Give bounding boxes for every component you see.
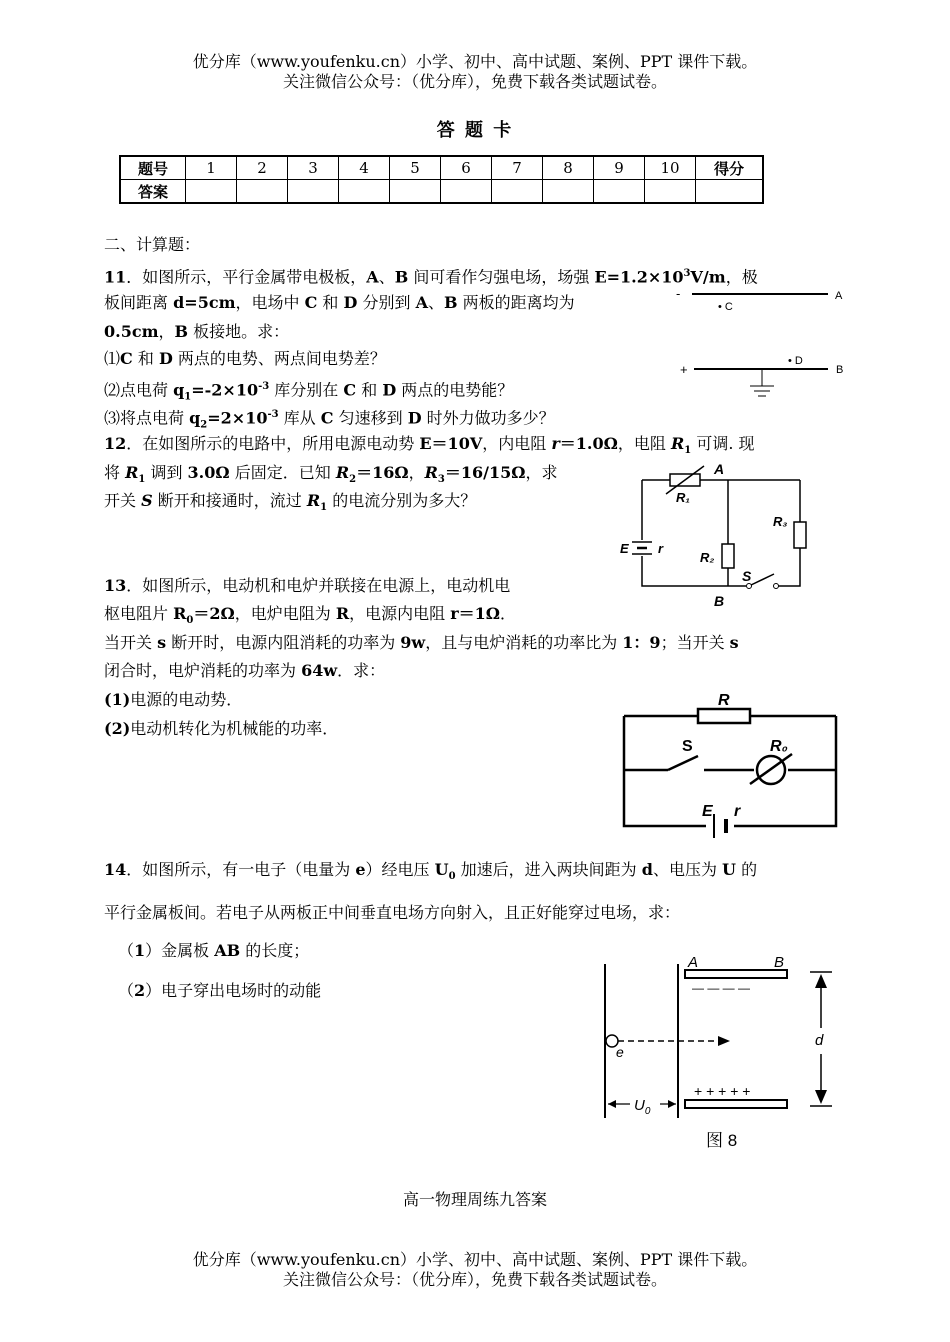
q13-text: ，且与电炉消耗的功率比为 bbox=[425, 633, 623, 652]
q11-text: B bbox=[174, 322, 189, 341]
battery-icon bbox=[714, 814, 726, 838]
q11-text: ⑵点电荷 bbox=[104, 380, 174, 400]
q14-text: AB bbox=[214, 941, 241, 960]
q13-text: 枢电阻片 bbox=[104, 604, 174, 623]
q12-fig-s: S bbox=[742, 568, 752, 584]
q11-fig-point-d: • D bbox=[788, 355, 803, 367]
q11-text: 、 bbox=[378, 267, 395, 287]
q13-fig-s: S bbox=[682, 738, 693, 755]
q14-fig-plus-signs: + + + + + bbox=[694, 1083, 751, 1099]
q11-text: =2×10 bbox=[207, 408, 268, 428]
q13-text: 0 bbox=[186, 615, 194, 627]
q14-text: d bbox=[641, 860, 653, 879]
q11-text: d=5cm bbox=[173, 293, 236, 312]
q14-text: 1 bbox=[134, 941, 146, 960]
q14-fig-e: e bbox=[616, 1044, 624, 1060]
switch-icon bbox=[668, 756, 698, 770]
q12-text: ．在如图所示的电路中，所用电源电动势 bbox=[126, 434, 420, 453]
q11-text: 时外力做功多少？ bbox=[421, 408, 555, 428]
q11-text: 3 bbox=[683, 268, 691, 279]
q11-fig-label-b: B bbox=[836, 364, 844, 376]
q11-text: 和 bbox=[317, 293, 344, 312]
q11-text: -3 bbox=[258, 381, 270, 392]
q14-text: 的 bbox=[735, 860, 758, 879]
q12-text: ＝16/15Ω bbox=[444, 463, 526, 482]
q14-fig-d: d bbox=[815, 1032, 824, 1049]
q13-text: ，电炉电阻为 bbox=[234, 604, 336, 623]
q14-text: 2 bbox=[134, 981, 146, 1000]
q13-line-1 bbox=[104, 576, 510, 596]
q12-text: 1 bbox=[684, 445, 692, 457]
q11-text: q bbox=[173, 380, 185, 400]
q11-text: C bbox=[343, 380, 357, 400]
q14-text: （ bbox=[118, 941, 135, 960]
q12-text: ， bbox=[408, 463, 425, 482]
q11-number: 11 bbox=[104, 267, 127, 287]
q11-text: 和 bbox=[132, 349, 159, 368]
q11-text: 0.5cm bbox=[104, 322, 159, 341]
electron-arrow bbox=[718, 1036, 730, 1046]
q13-text: s bbox=[157, 633, 167, 652]
plate-a bbox=[685, 970, 787, 978]
q11-line-1 bbox=[104, 264, 758, 287]
q12-text: ＝16Ω bbox=[356, 463, 409, 482]
q12-text: S bbox=[141, 491, 153, 510]
q13-fig-r0: R₀ bbox=[770, 738, 788, 755]
q13-text: R bbox=[173, 604, 187, 623]
q11-text: 匀速移到 bbox=[333, 408, 408, 428]
q12-text: 的电流分别为多大？ bbox=[327, 491, 477, 510]
answer-card-title: 答 题 卡 bbox=[436, 120, 514, 141]
q14-part-1 bbox=[118, 941, 309, 961]
q11-text: D bbox=[382, 380, 397, 400]
q12-fig-a: A bbox=[714, 461, 725, 477]
q14-fig-minus-signs: — — — — bbox=[692, 981, 751, 995]
answer-cell[interactable] bbox=[645, 180, 696, 204]
q14-fig-u0 bbox=[634, 1097, 651, 1117]
q13-text: ．求： bbox=[337, 661, 386, 680]
card-number: 5 bbox=[390, 156, 441, 180]
q12-text: 断开和接通时，流过 bbox=[152, 491, 307, 510]
q14-text: ）经电压 bbox=[365, 860, 435, 879]
card-number: 4 bbox=[339, 156, 390, 180]
q11-text: 两板的距离均为 bbox=[457, 293, 575, 312]
q11-part-2 bbox=[104, 377, 513, 408]
q11-text: D bbox=[343, 293, 358, 312]
q12-text: E＝10V bbox=[419, 434, 483, 453]
q14-line-1 bbox=[104, 860, 757, 887]
q12-text: 3.0Ω bbox=[187, 463, 230, 482]
q11-text: q bbox=[189, 408, 201, 428]
answer-card-number-row bbox=[120, 156, 763, 180]
q12-text: 可调. 现 bbox=[691, 434, 755, 453]
q11-plates-figure bbox=[670, 283, 860, 413]
q12-text: R bbox=[670, 434, 685, 453]
q13-text: (1) bbox=[104, 690, 131, 709]
q14-fig-caption: 图 8 bbox=[706, 1131, 738, 1150]
answer-cell[interactable] bbox=[390, 180, 441, 204]
q11-text: 和 bbox=[356, 380, 383, 400]
q12-fig-r: r bbox=[658, 541, 664, 556]
q12-text: R bbox=[306, 491, 321, 510]
q11-text: 2 bbox=[200, 419, 208, 431]
q14-line-2: 平行金属板间。若电子从两板正中间垂直电场方向射入，且正好能穿过电场，求： bbox=[104, 903, 681, 922]
q14-text: U bbox=[722, 860, 736, 879]
section-title: 二、计算题： bbox=[104, 235, 201, 254]
answer-cell[interactable] bbox=[288, 180, 339, 204]
q12-text: 1 bbox=[320, 502, 328, 514]
header-line-1: 优分库（www.youfenku.cn）小学、初中、高中试题、案例、PPT 课件下载。 bbox=[192, 52, 758, 71]
q11-text: ．如图所示，平行金属带电极板， bbox=[126, 267, 367, 287]
q12-text: R bbox=[125, 463, 139, 482]
q11-text: ⑶将点电荷 bbox=[104, 408, 190, 428]
q11-fig-plus: + bbox=[680, 362, 688, 377]
card-number: 8 bbox=[543, 156, 594, 180]
q13-text: R bbox=[335, 604, 350, 623]
q12-line-3 bbox=[104, 491, 476, 518]
q11-fig-minus: - bbox=[676, 286, 681, 301]
furnace-resistor bbox=[698, 709, 750, 723]
q12-text: r bbox=[551, 434, 560, 453]
q14-fig-u0-main: U bbox=[634, 1097, 645, 1114]
q11-text: A bbox=[415, 293, 428, 312]
q13-text: 9w bbox=[400, 633, 426, 652]
q12-fig-e: E bbox=[620, 541, 629, 556]
q11-line-2 bbox=[104, 293, 575, 313]
answer-cell[interactable] bbox=[339, 180, 390, 204]
answer-cell[interactable] bbox=[543, 180, 594, 204]
q13-line-3 bbox=[104, 633, 739, 653]
q11-text: D bbox=[158, 349, 173, 368]
q13-number: 13 bbox=[104, 576, 127, 595]
q13-text: 当开关 bbox=[104, 633, 158, 652]
q13-line-2 bbox=[104, 604, 516, 631]
q12-text: 后固定．已知 bbox=[229, 463, 336, 482]
row-label-number: 题号 bbox=[120, 156, 186, 180]
plate-b bbox=[685, 1100, 787, 1108]
q13-text: ． bbox=[500, 604, 517, 623]
motor-icon bbox=[750, 754, 792, 784]
q14-text: ．如图所示，有一电子（电量为 bbox=[126, 860, 356, 879]
q13-text: 断开时，电源内阻消耗的功率为 bbox=[166, 633, 401, 652]
q12-text: ，电阻 bbox=[617, 434, 671, 453]
q13-text: 1：9 bbox=[622, 633, 661, 652]
q11-text: C bbox=[320, 408, 334, 428]
q11-fig-label-a: A bbox=[835, 290, 843, 302]
q11-text: B bbox=[444, 293, 458, 312]
q14-text: U bbox=[434, 860, 449, 879]
q14-text: （ bbox=[118, 981, 135, 1000]
row-label-answer: 答案 bbox=[120, 180, 186, 204]
card-number: 6 bbox=[441, 156, 492, 180]
q14-text: 加速后，进入两块间距为 bbox=[455, 860, 642, 879]
q14-text: e bbox=[355, 860, 366, 879]
battery-icon bbox=[632, 542, 652, 554]
q13-text: ；当开关 bbox=[660, 633, 730, 652]
q11-line-3 bbox=[104, 322, 289, 342]
q12-text: R bbox=[424, 463, 438, 482]
q14-part-2 bbox=[118, 981, 321, 1001]
answer-cell[interactable] bbox=[492, 180, 543, 204]
q11-text: B bbox=[394, 267, 409, 287]
q14-text: ）金属板 bbox=[145, 941, 215, 960]
q13-fig-e: E bbox=[702, 803, 713, 820]
q11-text: 、 bbox=[428, 293, 445, 312]
r3-resistor bbox=[794, 522, 806, 548]
answer-cell[interactable] bbox=[594, 180, 645, 204]
q14-fig-u0-sub: 0 bbox=[644, 1106, 651, 1117]
q11-text: 库从 bbox=[278, 408, 321, 428]
q13-text: ＝2Ω bbox=[193, 604, 235, 623]
q13-fig-r: R bbox=[718, 692, 730, 709]
q12-line-2 bbox=[104, 463, 558, 490]
q11-text: A bbox=[366, 267, 379, 287]
q14-fig-a: A bbox=[688, 954, 699, 971]
q13-fig-internal-r: r bbox=[734, 803, 741, 820]
answer-cell[interactable] bbox=[441, 180, 492, 204]
q11-field-value: E=1.2×10 bbox=[594, 267, 684, 287]
footer-line-2: 关注微信公众号：（优分库），免费下载各类试题试卷。 bbox=[282, 1270, 667, 1289]
card-number: 1 bbox=[186, 156, 237, 180]
q12-text: R bbox=[335, 463, 350, 482]
card-number: 9 bbox=[594, 156, 645, 180]
q12-text: 2 bbox=[349, 474, 357, 486]
q11-text: 分别到 bbox=[357, 293, 416, 312]
q11-text: 板接地。求： bbox=[188, 322, 290, 341]
q11-text: D bbox=[407, 408, 422, 428]
answer-cell[interactable] bbox=[186, 180, 237, 204]
score-label: 得分 bbox=[696, 156, 764, 180]
r2-resistor bbox=[722, 544, 734, 568]
q11-part-1 bbox=[104, 349, 386, 369]
q13-part-1 bbox=[104, 690, 242, 710]
q12-text: 将 bbox=[104, 463, 126, 482]
q14-text: 的长度； bbox=[240, 941, 310, 960]
q11-text: -3 bbox=[267, 409, 279, 420]
q13-text: 电动机转化为机械能的功率． bbox=[130, 719, 339, 738]
q11-fig-point-c: • C bbox=[718, 301, 733, 313]
q13-text: r＝1Ω bbox=[450, 604, 501, 623]
q14-text: 0 bbox=[448, 871, 456, 883]
card-number: 3 bbox=[288, 156, 339, 180]
q11-text: 间可看作匀强电场，场强 bbox=[408, 267, 595, 287]
q12-text: ＝1.0Ω bbox=[559, 434, 618, 453]
q12-text: 开关 bbox=[104, 491, 142, 510]
q11-text: 板间距离 bbox=[104, 293, 174, 312]
q11-text: C bbox=[304, 293, 318, 312]
answer-cell[interactable] bbox=[237, 180, 288, 204]
score-cell[interactable] bbox=[696, 180, 764, 204]
q13-circuit-figure bbox=[618, 688, 848, 833]
q12-text: 1 bbox=[138, 474, 146, 486]
q13-part-2 bbox=[104, 719, 338, 739]
q14-text: ）电子穿出电场时的动能 bbox=[145, 981, 322, 1000]
q11-text: ，电场中 bbox=[235, 293, 305, 312]
answer-card-table bbox=[119, 155, 764, 204]
q12-text: ，内电阻 bbox=[482, 434, 552, 453]
answer-heading: 高一物理周练九答案 bbox=[402, 1190, 547, 1209]
q13-text: 电源的电动势． bbox=[130, 690, 243, 709]
q13-text: (2) bbox=[104, 719, 131, 738]
card-number: 10 bbox=[645, 156, 696, 180]
q14-number: 14 bbox=[104, 860, 127, 879]
q11-text: C bbox=[120, 349, 133, 368]
q11-text: ， bbox=[158, 322, 175, 341]
header-line-2: 关注微信公众号：（优分库），免费下载各类试题试卷。 bbox=[282, 72, 667, 91]
footer-line-1: 优分库（www.youfenku.cn）小学、初中、高中试题、案例、PPT 课件下载。 bbox=[192, 1250, 758, 1269]
q11-part-3 bbox=[104, 405, 555, 436]
q12-text: 调到 bbox=[145, 463, 188, 482]
q12-fig-r3: R₃ bbox=[773, 514, 788, 529]
q14-plates-figure bbox=[596, 950, 846, 1155]
q11-text: 库分别在 bbox=[269, 380, 344, 400]
ground-icon bbox=[750, 369, 774, 396]
q11-text: ⑴ bbox=[104, 349, 121, 368]
q12-number: 12 bbox=[104, 434, 127, 453]
q14-fig-b: B bbox=[774, 954, 785, 971]
q13-text: 64w bbox=[301, 661, 338, 680]
q11-text: V/m bbox=[690, 267, 726, 287]
q11-text: =-2×10 bbox=[191, 380, 259, 400]
q11-text: 两点的电势、两点间电势差？ bbox=[172, 349, 386, 368]
q13-text: 闭合时，电炉消耗的功率为 bbox=[104, 661, 302, 680]
q13-text: ，电源内电阻 bbox=[349, 604, 451, 623]
q12-circuit-figure bbox=[618, 458, 818, 613]
q12-fig-b: B bbox=[714, 593, 725, 609]
q12-fig-r1: R₁ bbox=[676, 490, 690, 505]
q13-text: s bbox=[729, 633, 739, 652]
q13-text: ．如图所示，电动机和电炉并联接在电源上，电动机电 bbox=[126, 576, 511, 595]
q12-fig-r2: R₂ bbox=[700, 550, 715, 565]
q13-line-4 bbox=[104, 661, 385, 681]
q11-text: ，极 bbox=[725, 267, 758, 287]
card-number: 2 bbox=[237, 156, 288, 180]
q11-text: 两点的电势能？ bbox=[396, 380, 514, 400]
q12-text: 3 bbox=[437, 474, 445, 486]
q11-text: 1 bbox=[184, 391, 192, 403]
card-number: 7 bbox=[492, 156, 543, 180]
q12-text: ，求 bbox=[525, 463, 558, 482]
answer-card-answer-row bbox=[120, 180, 763, 204]
q14-text: 、电压为 bbox=[652, 860, 723, 879]
